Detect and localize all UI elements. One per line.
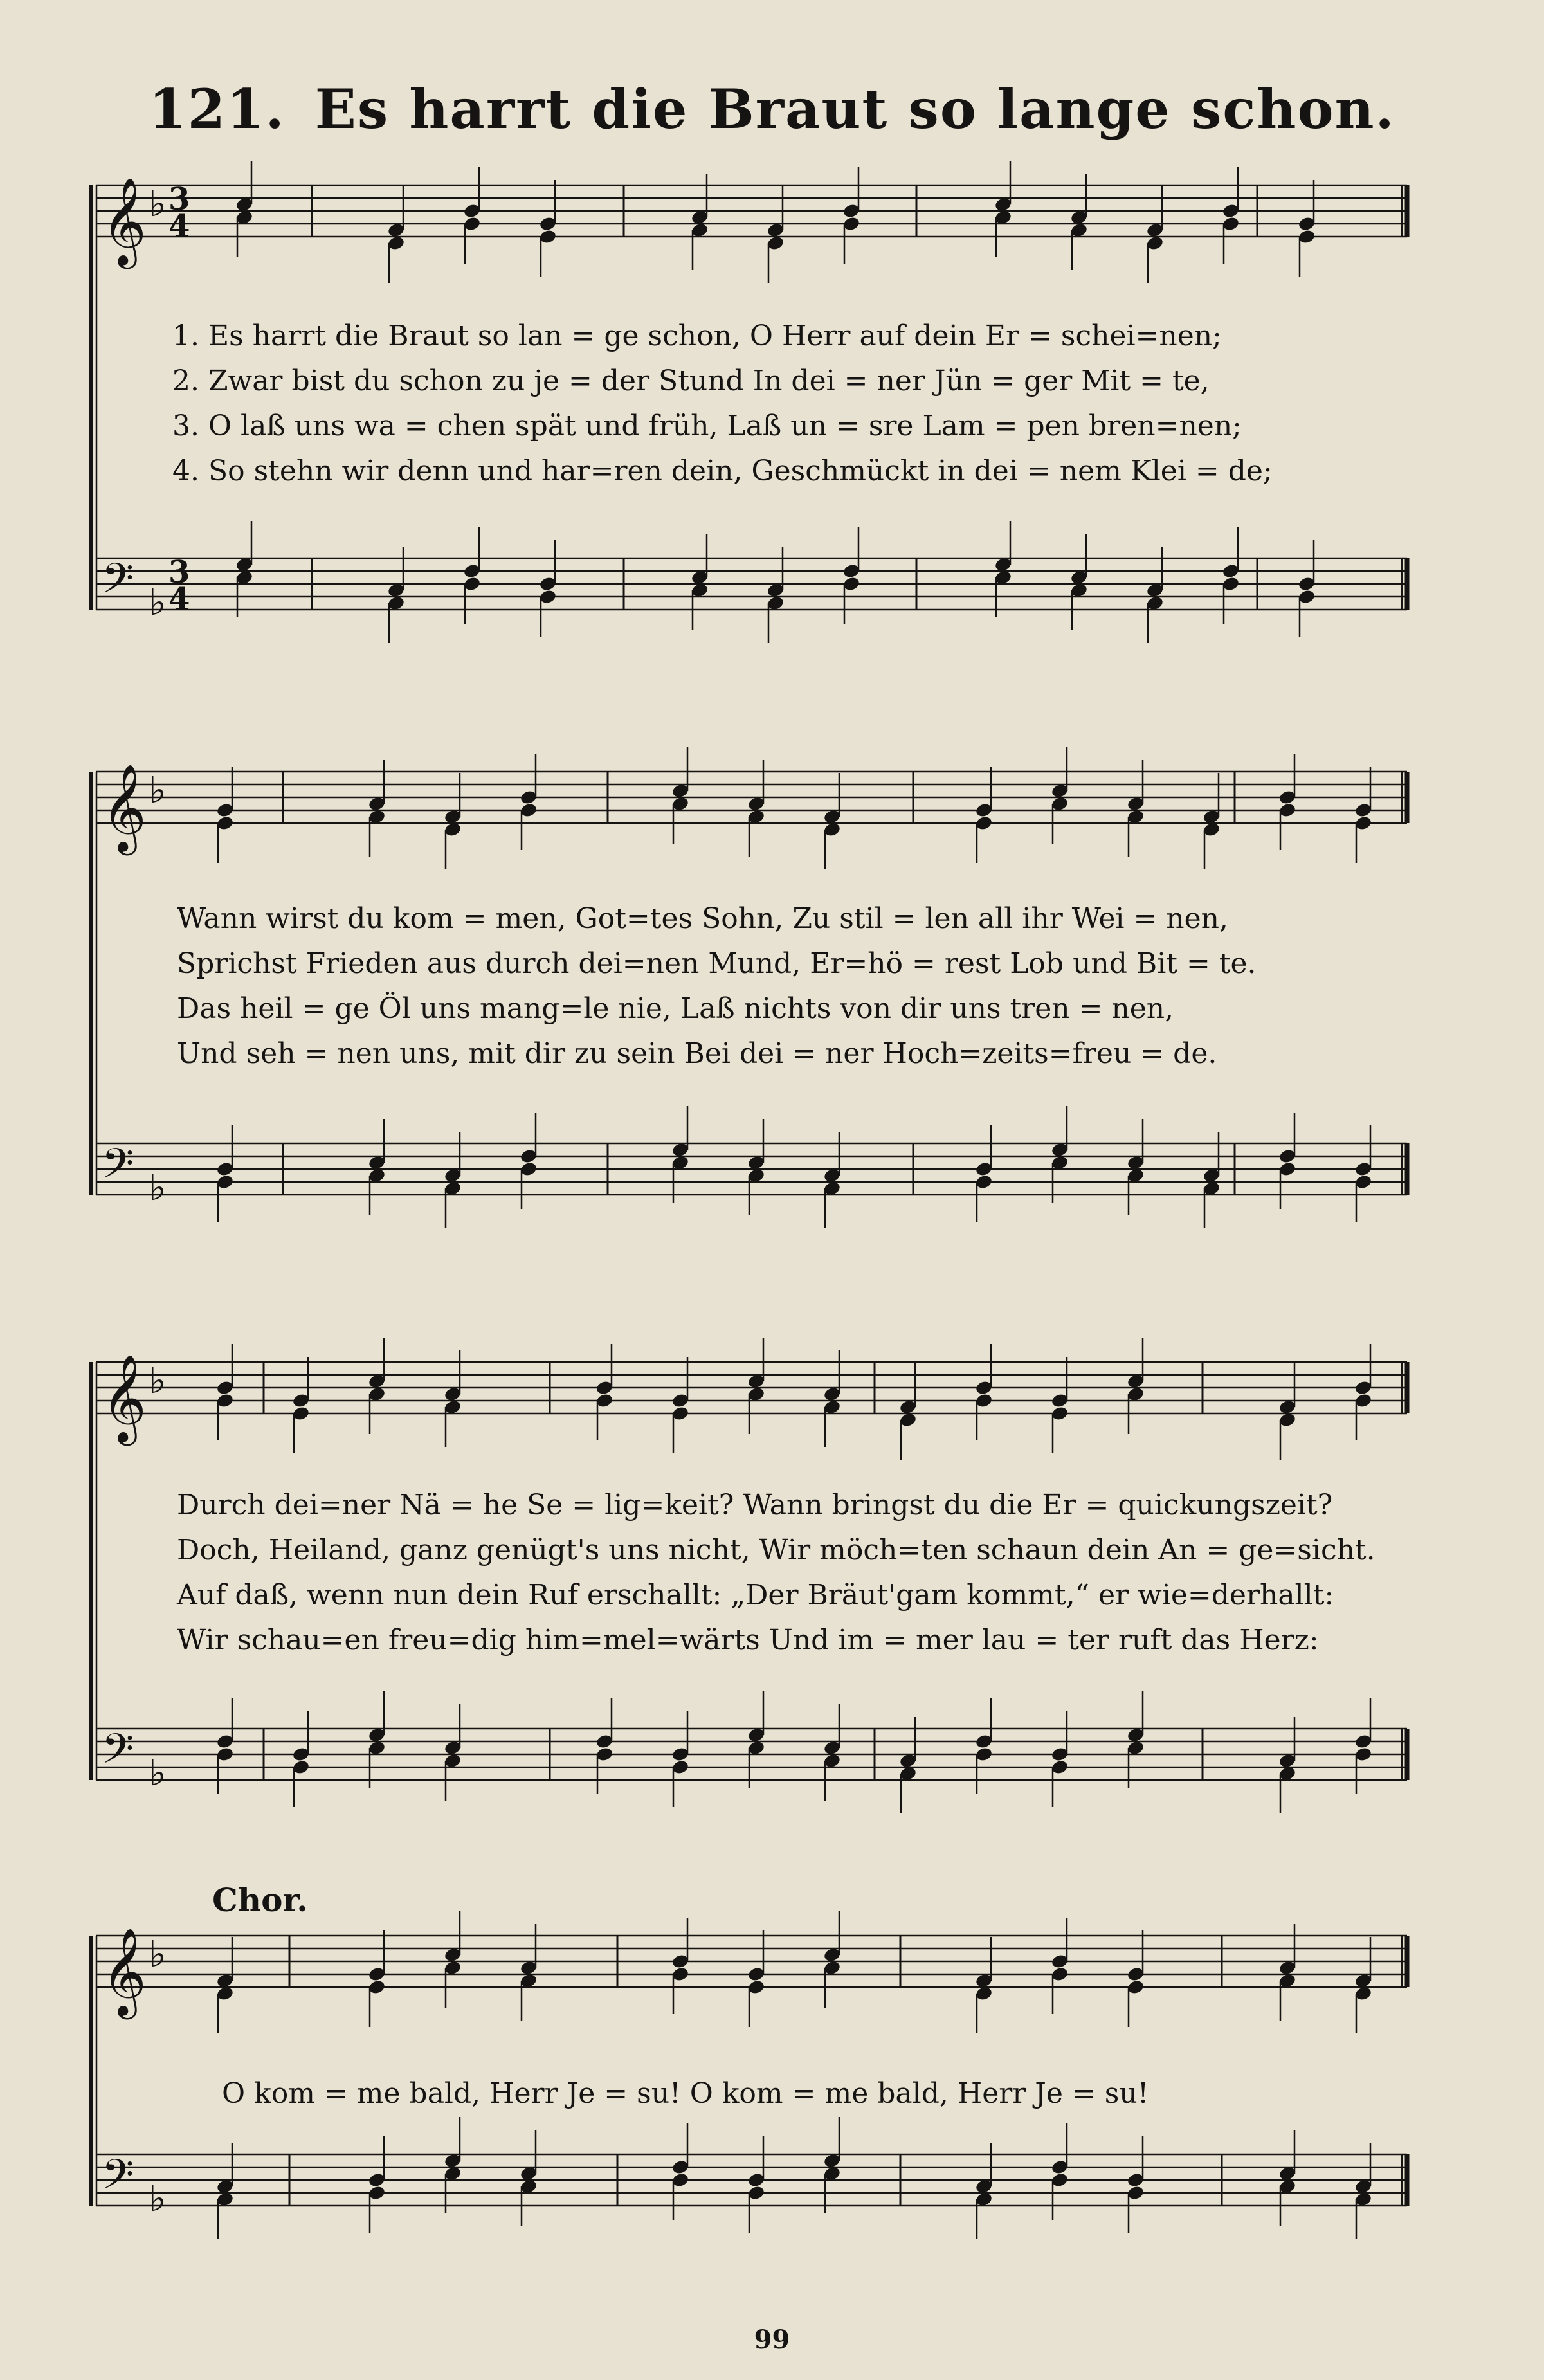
lyric-line: Wir schau=en freu=dig him=mel=wärts Und im = mer lau = ter ruft das Herz:	[177, 1624, 1319, 1657]
lyric-line: 3. O laß uns wa = chen spät und früh, Laß un = sre Lam = pen bren=nen;	[172, 410, 1242, 442]
flat-sign: ♭	[149, 183, 167, 225]
bass-clef: 𝄢	[102, 2151, 134, 2209]
flat-sign: ♭	[149, 582, 167, 624]
lyric-line: Wann wirst du kom = men, Got=tes Sohn, Zu stil = len all ihr Wei = nen,	[177, 902, 1229, 935]
flat-sign: ♭	[149, 1752, 167, 1794]
lyric-line: 1. Es harrt die Braut so lan = ge schon, O Herr auf dein Er = schei=nen;	[172, 320, 1222, 352]
lyric-line: 2. Zwar bist du schon zu je = der Stund In dei = ner Jün = ger Mit = te,	[172, 365, 1210, 397]
time-signature-top: 3	[168, 554, 190, 590]
flat-sign: ♭	[149, 1934, 167, 1976]
lyric-line: Auf daß, wenn nun dein Ruf erschallt: „Der Bräut'gam kommt,“ er wie=derhallt:	[177, 1579, 1334, 1612]
time-signature-bottom: 4	[168, 208, 190, 244]
lyric-line: Sprichst Frieden aus durch dei=nen Mund, Er=hö = rest Lob und Bit = te.	[177, 947, 1257, 980]
lyric-line: Durch dei=ner Nä = he Se = lig=keit? Wann bringst du die Er = quickungszeit?	[177, 1489, 1333, 1522]
bass-clef: 𝄢	[102, 1140, 134, 1198]
treble-clef: 𝄞	[102, 1927, 147, 2015]
hymn-title: Es harrt die Braut so lange schon.	[314, 77, 1395, 141]
flat-sign: ♭	[149, 1360, 167, 1402]
flat-sign: ♭	[149, 2178, 167, 2220]
chorus-label: Chor.	[212, 1881, 308, 1919]
lyric-line: Das heil = ge Öl uns mang=le nie, Laß nichts von dir uns tren = nen,	[177, 992, 1174, 1025]
treble-clef: 𝄞	[102, 1353, 147, 1442]
treble-clef: 𝄞	[102, 763, 147, 851]
bass-clef: 𝄢	[102, 555, 134, 613]
treble-clef: 𝄞	[102, 176, 147, 265]
hymn-number: 121.	[149, 77, 286, 141]
lyric-line: 4. So stehn wir denn und har=ren dein, Geschmückt in dei = nem Klei = de;	[172, 455, 1273, 487]
flat-sign: ♭	[149, 770, 167, 812]
flat-sign: ♭	[149, 1167, 167, 1209]
page-number: 99	[754, 2325, 790, 2355]
time-signature-top: 3	[168, 181, 190, 217]
lyric-line: Und seh = nen uns, mit dir zu sein Bei dei = ner Hoch=zeits=freu = de.	[177, 1037, 1217, 1070]
lyric-line: Doch, Heiland, ganz genügt's uns nicht, Wir möch=ten schaun dein An = ge=sicht.	[177, 1534, 1376, 1567]
lyric-line: O kom = me bald, Herr Je = su! O kom = me bald, Herr Je = su!	[222, 2077, 1149, 2110]
time-signature-bottom: 4	[168, 581, 190, 617]
bass-clef: 𝄢	[102, 1725, 134, 1783]
